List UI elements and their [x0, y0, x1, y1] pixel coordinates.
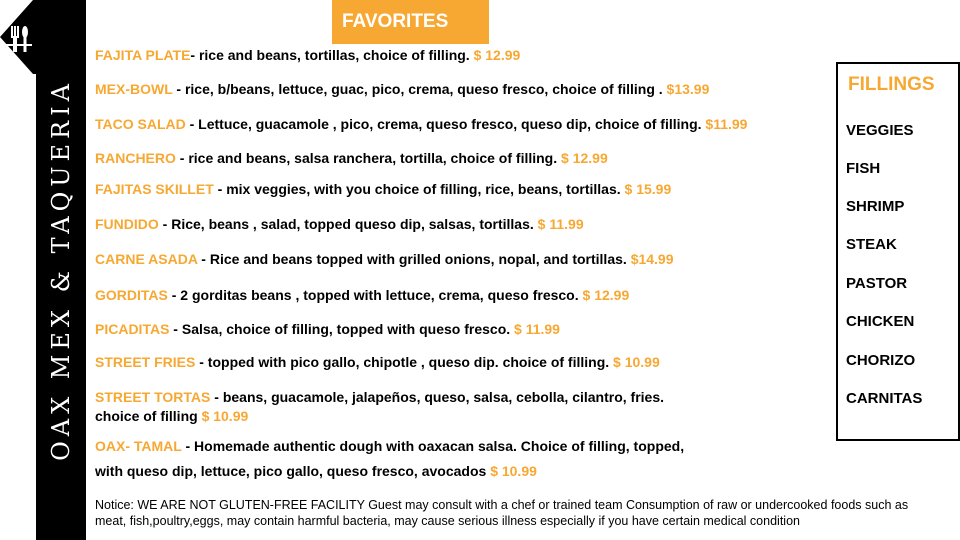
item-description: - topped with pico gallo, chipotle , queso dip. choice of filling.	[195, 354, 614, 370]
item-description: - mix veggies, with you choice of filling, rice, beans, tortillas.	[213, 181, 625, 197]
item-description: - Rice and beans topped with grilled onions, nopal, and tortillas.	[197, 251, 631, 267]
item-price: $ 10.99	[613, 354, 660, 370]
filling-item: VEGGIES	[846, 122, 914, 139]
item-description: - rice and beans, salsa ranchera, tortilla, choice of filling.	[175, 150, 562, 166]
menu-item	[95, 215, 584, 234]
filling-item: FISH	[846, 160, 881, 177]
brand-name: OAX MEX & TAQUERIA	[47, 79, 75, 461]
item-name: OAX- TAMAL	[95, 438, 182, 454]
item-price: $ 12.99	[561, 150, 608, 166]
favorites-heading: FAVORITES	[332, 0, 489, 44]
utensils-logo-icon	[0, 0, 40, 74]
allergen-notice: Notice: WE ARE NOT GLUTEN-FREE FACILITY Guest may consult with a chef or trained team Consumption of raw or undercooked foods such as meat, fish,poultry,eggs, may contain harmful bacteria, may cause serious illness especially if you have certain medical condition	[95, 498, 909, 528]
menu-item	[95, 80, 709, 99]
menu-item-tamal	[95, 434, 684, 484]
item-name: STREET TORTAS	[95, 389, 211, 405]
item-description: - Homemade authentic dough with oaxacan salsa. Choice of filling, topped,	[181, 438, 685, 454]
item-name: PICADITAS	[95, 321, 170, 337]
item-description: - Rice, beans , salad, topped queso dip, salsas, tortillas.	[158, 216, 538, 232]
item-name: FAJITAS SKILLET	[95, 181, 214, 197]
item-description: - beans, guacamole, jalapeños, queso, salsa, cebolla, cilantro, fries.	[210, 389, 664, 405]
item-name: TACO SALAD	[95, 116, 186, 132]
filling-item: SHRIMP	[846, 198, 905, 215]
menu-item	[95, 180, 671, 199]
item-name: CARNE ASADA	[95, 251, 198, 267]
item-description: - rice, b/beans, lettuce, guac, pico, crema, queso fresco, choice of filling .	[172, 81, 667, 97]
filling-item: CHORIZO	[846, 352, 916, 369]
item-description: - Salsa, choice of filling, topped with queso fresco.	[169, 321, 515, 337]
item-price: $ 11.99	[514, 321, 560, 337]
menu-item	[95, 320, 560, 339]
menu-item	[95, 149, 608, 168]
item-price: $ 12.99	[473, 47, 521, 63]
item-price: $14.99	[630, 251, 674, 267]
fillings-title: FILLINGS	[848, 74, 935, 95]
item-price: $11.99	[705, 116, 748, 132]
filling-item: PASTOR	[846, 275, 908, 292]
item-description: - Lettuce, guacamole , pico, crema, queso fresco, queso dip, choice of filling.	[185, 116, 706, 132]
item-price: $ 10.99	[490, 463, 537, 479]
menu-item	[95, 46, 520, 65]
item-price: $ 10.99	[201, 408, 249, 424]
item-name: FUNDIDO	[95, 216, 159, 232]
item-description: - 2 gorditas beans , topped with lettuce, crema, queso fresco.	[167, 287, 583, 303]
item-name: GORDITAS	[95, 287, 168, 303]
item-price: $ 12.99	[582, 287, 630, 303]
menu-item-tortas	[95, 388, 664, 426]
item-name: FAJITA PLATE	[95, 47, 191, 63]
fillings-panel	[836, 62, 960, 441]
item-price: $13.99	[666, 81, 710, 97]
item-name: RANCHERO	[95, 150, 176, 166]
item-price: $ 11.99	[537, 216, 584, 232]
menu-item	[95, 286, 629, 305]
item-description-cont: with queso dip, lettuce, pico gallo, queso fresco, avocados	[95, 463, 491, 479]
filling-item: CHICKEN	[846, 313, 915, 330]
item-name: MEX-BOWL	[95, 81, 173, 97]
item-price: $ 15.99	[624, 181, 672, 197]
menu-item	[95, 115, 747, 134]
item-name: STREET FRIES	[95, 354, 196, 370]
menu-item	[95, 250, 674, 269]
item-description-cont: choice of filling	[95, 408, 202, 424]
item-description: - rice and beans, tortillas, choice of filling.	[190, 47, 474, 63]
filling-item: STEAK	[846, 236, 897, 253]
filling-item: CARNITAS	[846, 390, 923, 407]
menu-item	[95, 353, 660, 372]
